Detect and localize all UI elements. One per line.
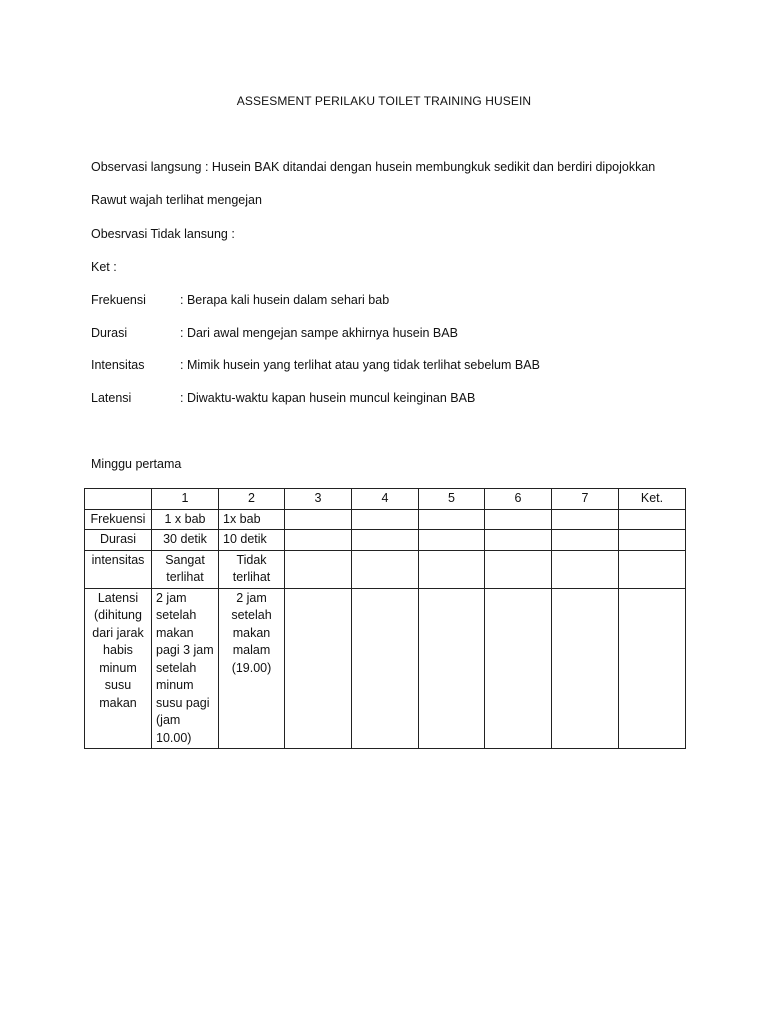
table-cell: 10 detik <box>219 530 285 551</box>
table-cell <box>552 588 619 749</box>
table-cell: 1x bab <box>219 509 285 530</box>
week-label: Minggu pertama <box>91 457 182 471</box>
header-cell: 7 <box>552 489 619 510</box>
table-cell <box>485 588 552 749</box>
table-cell <box>552 509 619 530</box>
row-label: Frekuensi <box>85 509 152 530</box>
table-row-durasi <box>85 530 686 551</box>
table-cell <box>619 550 686 588</box>
row-label: Latensi (dihitung dari jarak habis minum susu makan <box>85 588 152 749</box>
observasi-tidak-langsung-text: Obesrvasi Tidak lansung : <box>91 227 235 241</box>
definition-term-durasi: Durasi <box>91 326 128 340</box>
table-cell: 2 jam setelah makan malam (19.00) <box>219 588 285 749</box>
observation-table <box>84 488 686 749</box>
table-cell <box>552 530 619 551</box>
header-cell: Ket. <box>619 489 686 510</box>
table-header-row <box>85 489 686 510</box>
document-title: ASSESMENT PERILAKU TOILET TRAINING HUSEIN <box>236 94 532 108</box>
definition-text-latensi: : Diwaktu-waktu kapan husein muncul keinginan BAB <box>180 391 476 405</box>
observasi-langsung-text: Observasi langsung : Husein BAK ditandai dengan husein membungkuk sedikit dan berdiri dipojokkan <box>91 160 656 174</box>
table-cell: 2 jam setelah makan pagi 3 jam setelah minum susu pagi (jam 10.00) <box>152 588 219 749</box>
header-cell <box>85 489 152 510</box>
definition-text-durasi: : Dari awal mengejan sampe akhirnya husein BAB <box>180 326 458 340</box>
ket-label: Ket : <box>91 260 117 274</box>
table-cell <box>485 530 552 551</box>
table-row-intensitas <box>85 550 686 588</box>
rawut-wajah-text: Rawut wajah terlihat mengejan <box>91 193 262 207</box>
table-cell <box>285 509 352 530</box>
definition-text-frekuensi: : Berapa kali husein dalam sehari bab <box>180 293 390 307</box>
table-cell <box>552 550 619 588</box>
definition-term-latensi: Latensi <box>91 391 132 405</box>
row-label: intensitas <box>85 550 152 588</box>
table-row-latensi <box>85 588 686 749</box>
header-cell: 5 <box>419 489 485 510</box>
table-cell <box>419 550 485 588</box>
table-cell <box>352 530 419 551</box>
table-cell <box>285 530 352 551</box>
table-cell <box>419 588 485 749</box>
table-cell: 30 detik <box>152 530 219 551</box>
table-cell <box>285 550 352 588</box>
definition-term-intensitas: Intensitas <box>91 358 145 372</box>
table-cell <box>619 588 686 749</box>
table-cell <box>352 550 419 588</box>
table-cell <box>419 530 485 551</box>
table-row-frekuensi <box>85 509 686 530</box>
table-cell <box>485 509 552 530</box>
header-cell: 4 <box>352 489 419 510</box>
definition-term-frekuensi: Frekuensi <box>91 293 146 307</box>
header-cell: 3 <box>285 489 352 510</box>
header-cell: 1 <box>152 489 219 510</box>
table-cell <box>285 588 352 749</box>
table-cell <box>352 509 419 530</box>
table-cell <box>619 530 686 551</box>
table-cell <box>485 550 552 588</box>
table-cell: Sangat terlihat <box>152 550 219 588</box>
header-cell: 6 <box>485 489 552 510</box>
table-cell: 1 x bab <box>152 509 219 530</box>
table-cell <box>352 588 419 749</box>
header-cell: 2 <box>219 489 285 510</box>
table-cell: Tidak terlihat <box>219 550 285 588</box>
definition-text-intensitas: : Mimik husein yang terlihat atau yang tidak terlihat sebelum BAB <box>180 358 540 372</box>
table-cell <box>419 509 485 530</box>
table-cell <box>619 509 686 530</box>
row-label: Durasi <box>85 530 152 551</box>
